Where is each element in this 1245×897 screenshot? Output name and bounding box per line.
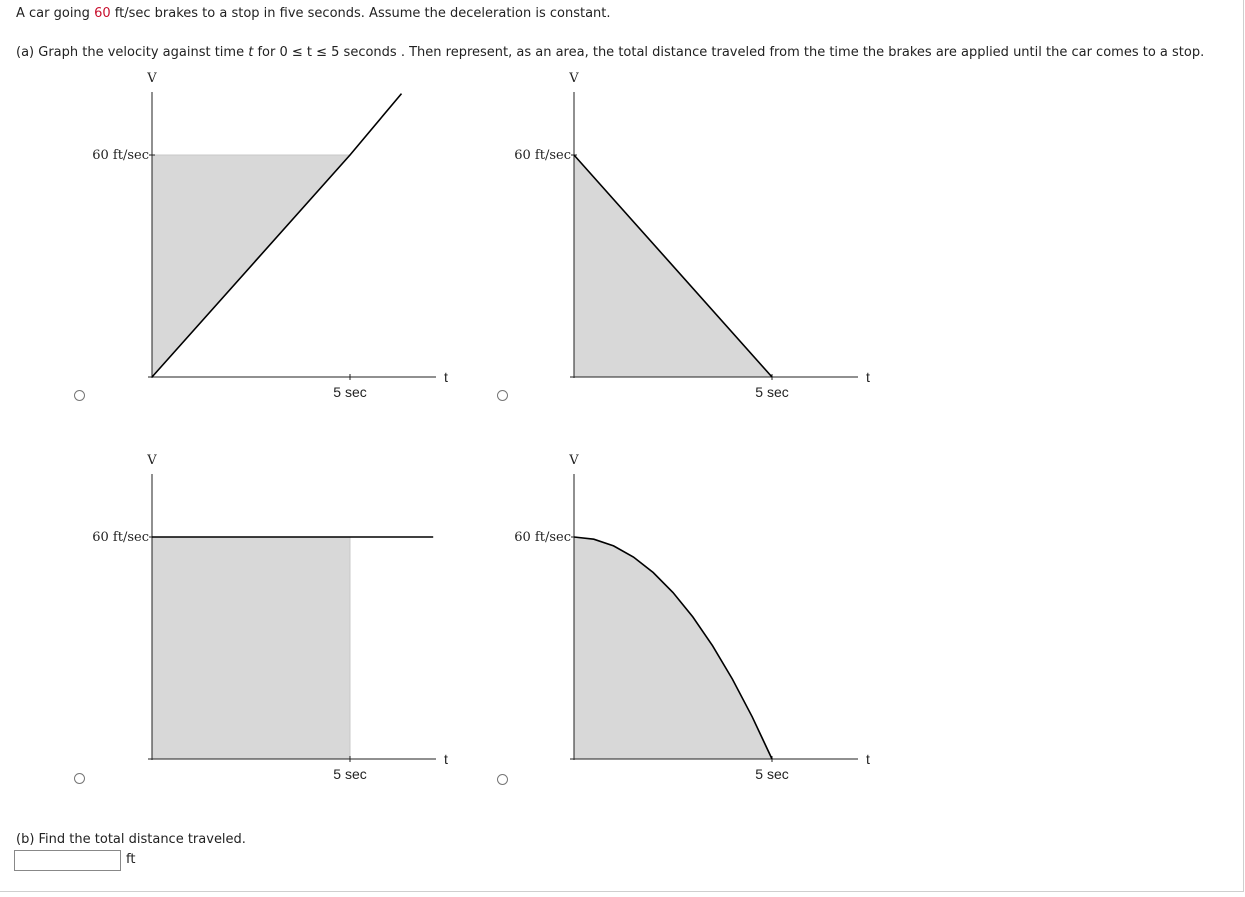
v-axis-label: V bbox=[147, 453, 157, 468]
v-axis-label: V bbox=[147, 71, 157, 86]
x-tick-label: 5 sec bbox=[333, 384, 367, 400]
part-a-variable: t bbox=[248, 45, 254, 60]
shaded-area bbox=[152, 537, 350, 759]
part-a-lead: (a) Graph the velocity against time bbox=[16, 45, 245, 60]
radio-option-2[interactable] bbox=[497, 390, 508, 401]
part-a-rest: for 0 ≤ t ≤ 5 seconds . Then represent, as an area, the total distance traveled from the time the brakes are applied until the car comes to a stop. bbox=[257, 45, 1205, 60]
problem-prefix: A car going bbox=[16, 6, 90, 21]
y-value-label: 60 ft/sec bbox=[92, 530, 149, 545]
problem-suffix: ft/sec brakes to a stop in five seconds. Assume the deceleration is constant. bbox=[114, 6, 611, 21]
distance-unit-label: ft bbox=[126, 852, 136, 867]
y-value-label: 60 ft/sec bbox=[92, 148, 149, 163]
x-tick-label: 5 sec bbox=[333, 766, 367, 782]
part-b-prompt: (b) Find the total distance traveled. bbox=[16, 832, 246, 847]
v-axis-label: V bbox=[569, 453, 579, 468]
shaded-area bbox=[574, 537, 772, 759]
t-axis-label: t bbox=[866, 751, 870, 767]
radio-option-3[interactable] bbox=[74, 773, 85, 784]
t-axis-label: t bbox=[866, 369, 870, 385]
graph-option-3 bbox=[80, 446, 460, 791]
problem-statement bbox=[16, 6, 611, 22]
v-axis-label: V bbox=[569, 71, 579, 86]
radio-option-1[interactable] bbox=[74, 390, 85, 401]
y-value-label: 60 ft/sec bbox=[514, 530, 571, 545]
x-tick-label: 5 sec bbox=[755, 766, 789, 782]
graph-option-4 bbox=[502, 446, 882, 791]
x-tick-label: 5 sec bbox=[755, 384, 789, 400]
t-axis-label: t bbox=[444, 369, 448, 385]
y-value-label: 60 ft/sec bbox=[514, 148, 571, 163]
distance-answer-input[interactable] bbox=[14, 850, 121, 871]
graph-option-1 bbox=[80, 64, 460, 409]
t-axis-label: t bbox=[444, 751, 448, 767]
radio-option-4[interactable] bbox=[497, 774, 508, 785]
graph-option-2 bbox=[502, 64, 882, 409]
part-a-prompt bbox=[16, 45, 1204, 61]
given-speed: 60 bbox=[94, 6, 111, 21]
